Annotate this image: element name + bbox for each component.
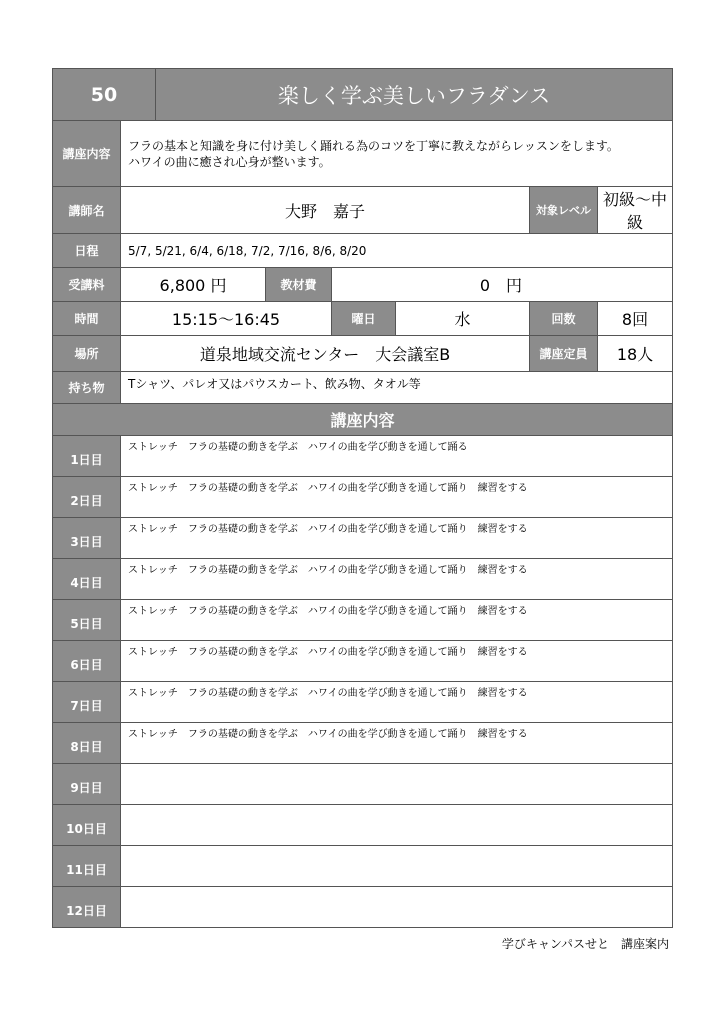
sessions-value: 8回 — [598, 302, 673, 336]
fee-label: 受講料 — [53, 268, 121, 302]
place-label: 場所 — [53, 336, 121, 372]
day-label: 3日目 — [53, 518, 121, 559]
weekday-value: 水 — [396, 302, 530, 336]
day-row — [53, 846, 673, 887]
fee-row — [53, 268, 673, 302]
material-fee-label: 教材費 — [266, 268, 332, 302]
day-content: ストレッチ フラの基礎の動きを学ぶ ハワイの曲を学び動きを通して踊り 練習をする — [121, 600, 673, 641]
sessions-label: 回数 — [530, 302, 598, 336]
level-label: 対象レベル — [530, 187, 598, 234]
description-line-2: ハワイの曲に癒され心身が整います。 — [128, 154, 331, 169]
time-value: 15:15～16:45 — [121, 302, 332, 336]
day-label: 12日目 — [53, 887, 121, 928]
day-row — [53, 477, 673, 518]
day-content — [121, 805, 673, 846]
day-content: ストレッチ フラの基礎の動きを学ぶ ハワイの曲を学び動きを通して踊る — [121, 436, 673, 477]
time-label: 時間 — [53, 302, 121, 336]
day-content: ストレッチ フラの基礎の動きを学ぶ ハワイの曲を学び動きを通して踊り 練習をする — [121, 518, 673, 559]
day-label: 5日目 — [53, 600, 121, 641]
belongings-value: Tシャツ、パレオ又はパウスカート、飲み物、タオル等 — [121, 372, 673, 404]
instructor-label: 講師名 — [53, 187, 121, 234]
description-cell — [121, 121, 673, 187]
course-sheet — [52, 68, 672, 928]
course-number: 50 — [53, 69, 156, 121]
day-row — [53, 682, 673, 723]
day-content — [121, 887, 673, 928]
capacity-value: 18人 — [598, 336, 673, 372]
day-content: ストレッチ フラの基礎の動きを学ぶ ハワイの曲を学び動きを通して踊り 練習をする — [121, 682, 673, 723]
fee-value: 6,800 円 — [121, 268, 266, 302]
day-content — [121, 764, 673, 805]
day-row — [53, 723, 673, 764]
day-label: 9日目 — [53, 764, 121, 805]
day-label: 8日目 — [53, 723, 121, 764]
day-content: ストレッチ フラの基礎の動きを学ぶ ハワイの曲を学び動きを通して踊り 練習をする — [121, 723, 673, 764]
day-label: 2日目 — [53, 477, 121, 518]
day-label: 6日目 — [53, 641, 121, 682]
day-row — [53, 600, 673, 641]
course-title: 楽しく学ぶ美しいフラダンス — [156, 69, 673, 121]
day-content: ストレッチ フラの基礎の動きを学ぶ ハワイの曲を学び動きを通して踊り 練習をする — [121, 641, 673, 682]
capacity-label: 講座定員 — [530, 336, 598, 372]
day-row — [53, 764, 673, 805]
day-content — [121, 846, 673, 887]
day-row — [53, 436, 673, 477]
section-header-row — [53, 404, 673, 436]
day-row — [53, 805, 673, 846]
day-label: 4日目 — [53, 559, 121, 600]
level-value: 初級～中級 — [598, 187, 673, 234]
schedule-dates: 5/7, 5/21, 6/4, 6/18, 7/2, 7/16, 8/6, 8/20 — [121, 234, 673, 268]
instructor-row — [53, 187, 673, 234]
weekday-label: 曜日 — [332, 302, 396, 336]
description-row — [53, 121, 673, 187]
belongings-row — [53, 372, 673, 404]
place-row — [53, 336, 673, 372]
schedule-label: 日程 — [53, 234, 121, 268]
day-label: 10日目 — [53, 805, 121, 846]
day-row — [53, 518, 673, 559]
day-row — [53, 559, 673, 600]
day-row — [53, 641, 673, 682]
material-fee-value: 0 円 — [332, 268, 673, 302]
description-line-1: フラの基本と知識を身に付け美しく踊れる為のコツを丁寧に教えながらレッスンをします。 — [128, 138, 619, 153]
schedule-row — [53, 234, 673, 268]
place-value: 道泉地域交流センター 大会議室B — [121, 336, 530, 372]
belongings-label: 持ち物 — [53, 372, 121, 404]
course-table — [52, 68, 673, 928]
title-row — [53, 69, 673, 121]
day-content: ストレッチ フラの基礎の動きを学ぶ ハワイの曲を学び動きを通して踊り 練習をする — [121, 477, 673, 518]
footer-caption: 学びキャンパスせと 講座案内 — [501, 937, 669, 951]
day-label: 7日目 — [53, 682, 121, 723]
time-row — [53, 302, 673, 336]
day-label: 11日目 — [53, 846, 121, 887]
day-label: 1日目 — [53, 436, 121, 477]
content-label: 講座内容 — [53, 121, 121, 187]
section-header: 講座内容 — [53, 404, 673, 436]
day-row — [53, 887, 673, 928]
instructor-name: 大野 嘉子 — [121, 187, 530, 234]
day-content: ストレッチ フラの基礎の動きを学ぶ ハワイの曲を学び動きを通して踊り 練習をする — [121, 559, 673, 600]
